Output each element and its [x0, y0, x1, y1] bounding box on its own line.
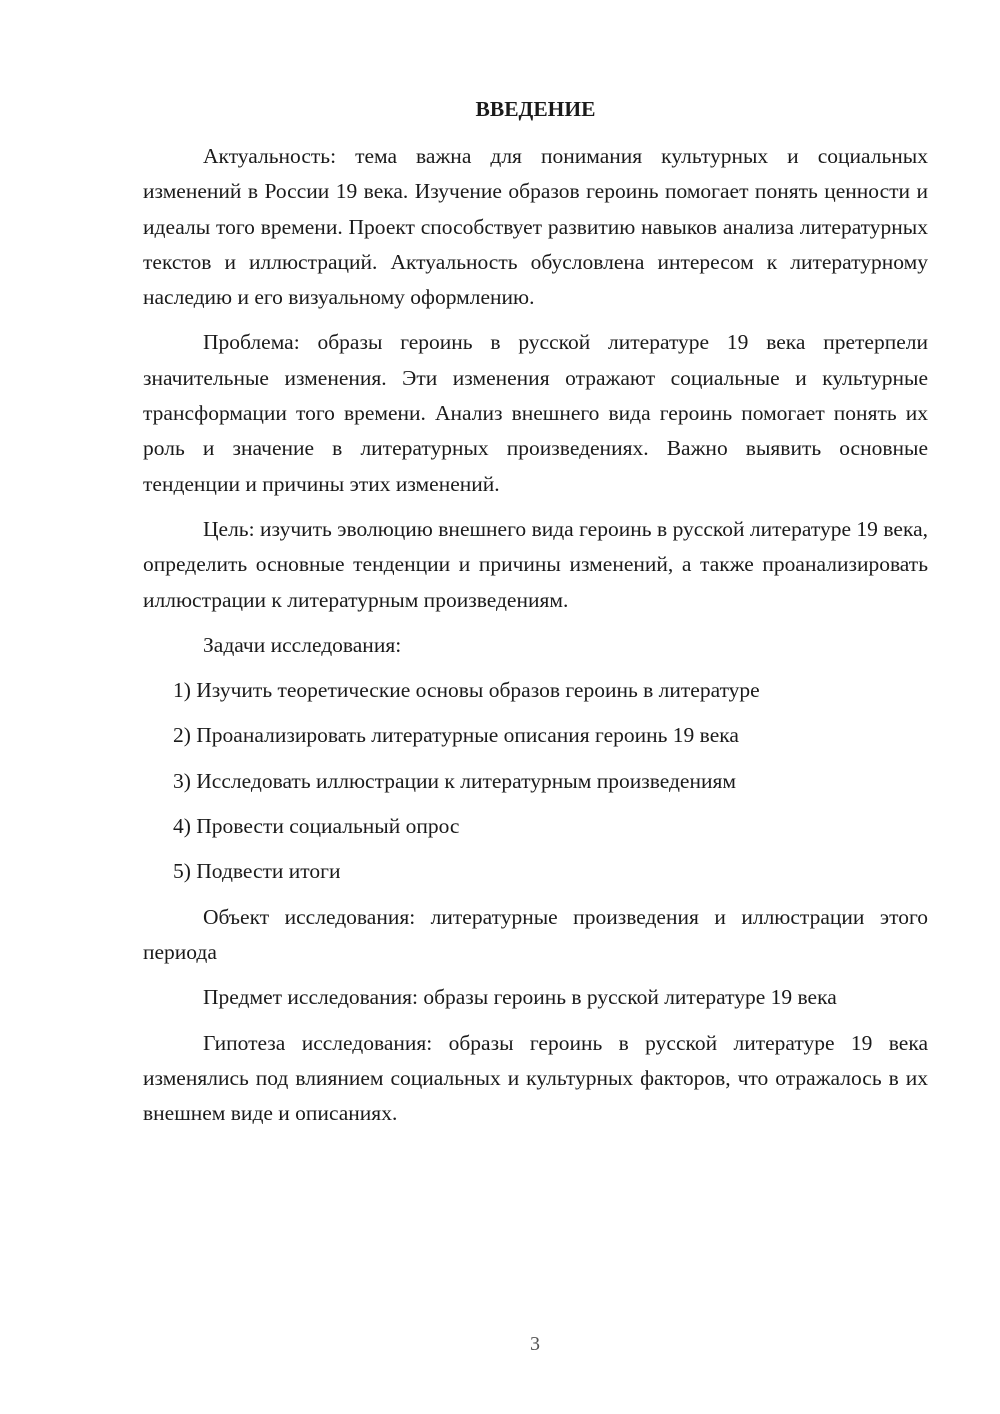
- tasks-list: [143, 673, 928, 889]
- tasks-heading: Задачи исследования:: [203, 632, 402, 657]
- list-item: 1) Изучить теоретические основы образов героинь в литературе: [173, 678, 760, 703]
- list-item: 2) Проанализировать литературные описания героинь 19 века: [173, 723, 739, 748]
- list-item: 5) Подвести итоги: [173, 859, 341, 884]
- paragraph-subject: Предмет исследования: образы героинь в русской литературе 19 века: [203, 985, 837, 1010]
- paragraph-relevance: Актуальность: тема важна для понимания культурных и социальных изменений в России 19 века. Изучение образов героинь помогает понять ценности и идеалы того времени. Проект способствует развитию навыков анализа литературных текстов и иллюстраций. Актуальность обусловлена интересом к литературному наследию и его визуальному оформлению.: [143, 144, 928, 310]
- list-item: 3) Исследовать иллюстрации к литературным произведениям: [173, 768, 736, 793]
- document-title: ВВЕДЕНИЕ: [475, 97, 596, 121]
- document-page: [143, 92, 928, 1141]
- paragraph-object: Объект исследования: литературные произведения и иллюстрации этого периода: [143, 904, 928, 964]
- paragraph-problem: Проблема: образы героинь в русской литературе 19 века претерпели значительные изменения. Эти изменения отражают социальные и культурные трансформации того времени. Анализ внешнего вида героинь помогает понять их роль и значение в литературных произведениях. Важно выявить основные тенденции и причины этих изменений.: [143, 330, 928, 496]
- list-item: 4) Провести социальный опрос: [173, 814, 460, 839]
- paragraph-goal: Цель: изучить эволюцию внешнего вида героинь в русской литературе 19 века, определить основные тенденции и причины изменений, а также проанализировать иллюстрации к литературным произведениям.: [143, 516, 928, 612]
- page-number: 3: [530, 1333, 540, 1355]
- paragraph-hypothesis: Гипотеза исследования: образы героинь в русской литературе 19 века изменялись под влиянием социальных и культурных факторов, что отражалось в их внешнем виде и описаниях.: [143, 1030, 928, 1126]
